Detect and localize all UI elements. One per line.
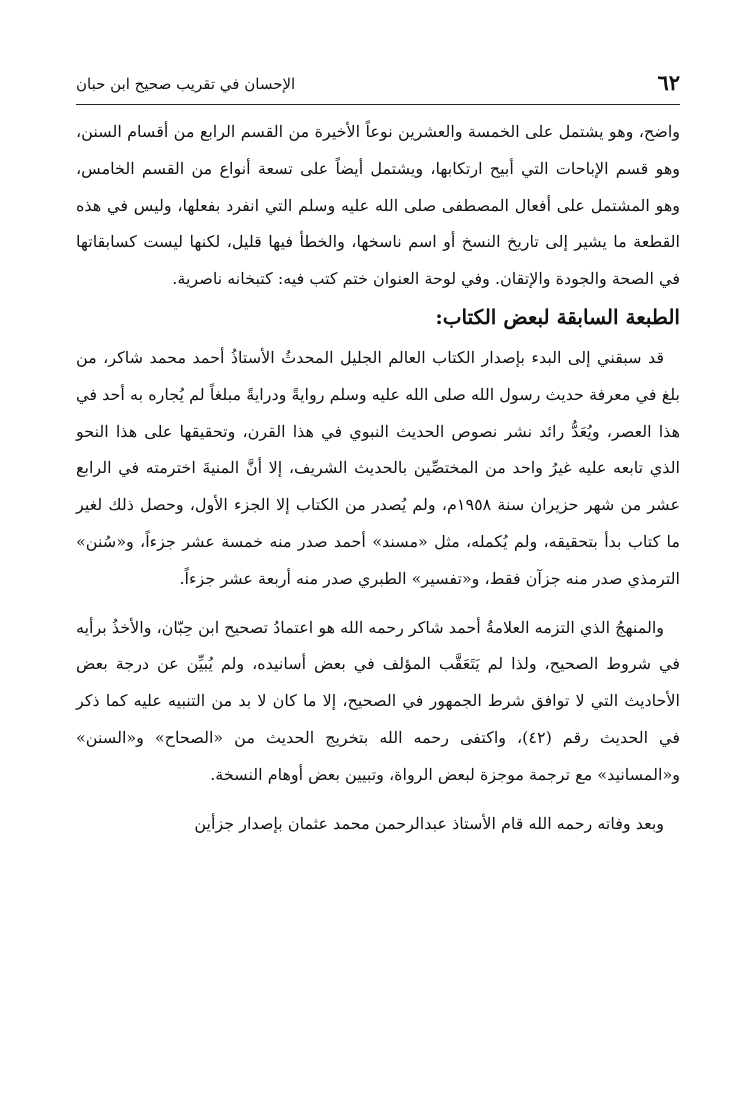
section-heading: الطبعة السابقة لبعض الكتاب: <box>435 304 680 329</box>
paragraph-methodology: والمنهجُ الذي التزمه العلامةُ أحمد شاكر رحمه الله هو اعتمادُ تصحيح ابن حِبّان، والأخذُ برأيه في شروط الصحيح، ولذا لم يَتَعَقَّب المؤلف في بعض أسانيده، ولم يُبيِّن عن درجة بعض الأحاديث التي لا توافق شرط الجمهور في الصحيح، إلا ما كان لا بد من التنبيه عليه كما ذكر في الحديث رقم (٤٢)، واكتفى رحمه الله بتخريج الحديث من «الصحاح» و«السنن» و«المسانيد» مع ترجمة موجزة لبعض الرواة، وتبيين بعض أوهام النسخة. <box>76 617 681 784</box>
header-divider <box>76 104 680 105</box>
page-body <box>76 114 680 842</box>
page-number: ٦٢ <box>657 70 680 95</box>
running-title: الإحسان في تقريب صحيح ابن حبان <box>76 75 296 93</box>
page-header <box>76 66 680 100</box>
paragraph-after-death: وبعد وفاته رحمه الله قام الأستاذ عبدالرحمن محمد عثمان بإصدار جزأين <box>194 813 664 833</box>
paragraph-previous-edition: قد سبقني إلى البدء بإصدار الكتاب العالم الجليل المحدثُ الأستاذُ أحمد محمد شاكر، من بلغ في معرفة حديث رسول الله صلى الله عليه وسلم روايةً ودرايةً مبلغاً لم يُجاره به أحد في هذا العصر، ويُعَدُّ رائد نشر نصوص الحديث النبوي في هذا القرن، وتحقيقها على هذا النحو الذي تابعه عليه غيرُ واحد من المختصِّين بالحديث الشريف، إلا أنَّ المنيةَ اخترمته في الرابع عشر من شهر حزيران سنة ١٩٥٨م، ولم يُصدر من الكتاب إلا الجزء الأول، وحصل ذلك لغير ما كتاب بدأ بتحقيقه، ولم يُكمله، مثل «مسند» أحمد صدر منه خمسة عشر جزءاً، و«سُنن» الترمذي صدر منه جزآن فقط، و«تفسير» الطبري صدر منه أربعة عشر جزءاً. <box>76 347 680 588</box>
intro-paragraph: واضح، وهو يشتمل على الخمسة والعشرين نوعاً الأخيرة من القسم الرابع من أقسام السنن، وهو قسم الإباحات التي أبيح ارتكابها، ويشتمل أيضاً على تسعة أنواع من القسم الخامس، وهو المشتمل على أفعال المصطفى صلى الله عليه وسلم التي انفرد بفعلها، وليس في هذه القطعة ما يشير إلى تاريخ النسخ أو اسم ناسخها، والخطأ فيها قليل، لكنها ليست كسابقاتها في الصحة والجودة والإتقان. وفي لوحة العنوان ختم كتب فيه: كتبخانه ناصرية. <box>76 122 680 289</box>
